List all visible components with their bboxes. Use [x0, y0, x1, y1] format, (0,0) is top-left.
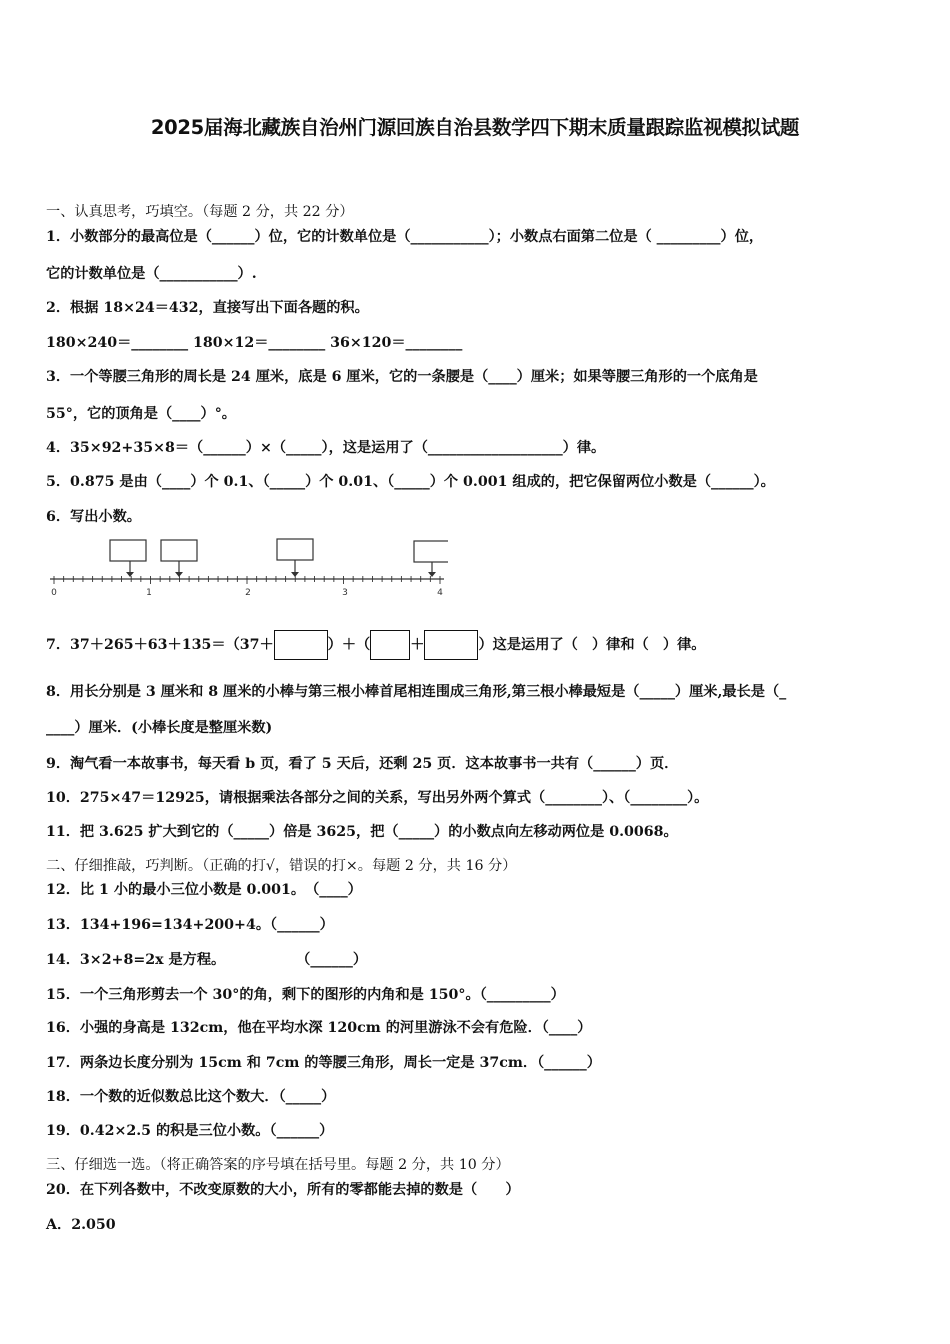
question-12: 12．比 1 小的最小三位小数是 0.001。 （____）	[46, 882, 362, 898]
question-11: 11．把 3.625 扩大到它的（_____）倍是 3625，把（_____）的小数点向左移动两位是 0.0068。	[46, 824, 678, 840]
page-title: 2025届海北藏族自治州门源回族自治县数学四下期末质量跟踪监视模拟试题	[150, 116, 800, 139]
question-2-line-2: 180×240＝________ 180×12＝________ 36×120＝________	[46, 335, 463, 351]
tick-label-0: 0	[51, 588, 57, 598]
question-9: 9．淘气看一本故事书，每天看 b 页，看了 5 天后，还剩 25 页．这本故事书一共有（______）页．	[46, 756, 679, 772]
number-line-figure	[48, 536, 448, 602]
answer-box	[414, 541, 448, 562]
section-1-heading: 一、认真思考，巧填空。（每题 2 分，共 22 分）	[46, 204, 354, 220]
question-5: 5．0.875 是由（____）个 0.1、（_____）个 0.01、（_____）个 0.001 组成的，把它保留两位小数是（______）。	[46, 474, 775, 490]
question-1-line-1: 1．小数部分的最高位是（______）位，它的计数单位是（___________）；小数点右面第二位是（ _________）位，	[46, 229, 764, 245]
question-2-line-1: 2．根据 18×24＝432，直接写出下面各题的积。	[46, 300, 369, 316]
question-7	[46, 628, 705, 662]
q7-blank-box-3[interactable]	[424, 630, 478, 660]
tick-label-3: 3	[342, 588, 348, 598]
question-8-line-1: 8．用长分别是 3 厘米和 8 厘米的小棒与第三根小棒首尾相连围成三角形,第三根小棒最短是（_____）厘米,最长是（_	[46, 684, 787, 700]
question-18: 18．一个数的近似数总比这个数大．（_____）	[46, 1089, 336, 1105]
question-14: 14．3×2+8=2x 是方程。 （______）	[46, 952, 368, 968]
q7-blank-box-2[interactable]	[370, 630, 410, 660]
question-19: 19．0.42×2.5 的积是三位小数。（______）	[46, 1123, 334, 1139]
tick-label-1: 1	[146, 588, 152, 598]
question-13: 13．134+196=134+200+4。（______）	[46, 917, 334, 933]
section-2-heading: 二、仔细推敲，巧判断。（正确的打√，错误的打×。每题 2 分，共 16 分）	[46, 858, 517, 874]
question-20: 20．在下列各数中，不改变原数的大小，所有的零都能去掉的数是（ ）	[46, 1182, 520, 1198]
section-3-heading: 三、仔细选一选。（将正确答案的序号填在括号里。每题 2 分，共 10 分）	[46, 1157, 510, 1173]
question-1-line-2: 它的计数单位是（___________）.	[46, 266, 257, 282]
q7-blank-box-1[interactable]	[274, 630, 328, 660]
question-10: 10．275×47＝12925，请根据乘法各部分之间的关系，写出另外两个算式（________）、（________）。	[46, 790, 709, 806]
question-17: 17．两条边长度分别为 15cm 和 7cm 的等腰三角形，周长一定是 37cm．（______）	[46, 1055, 601, 1071]
answer-box	[277, 539, 313, 560]
q7-part-3: ＋	[410, 637, 425, 653]
answer-box	[161, 540, 197, 561]
q7-part-1: 7．37＋265＋63＋135＝（37＋	[46, 637, 274, 653]
question-6: 6．写出小数。	[46, 509, 141, 525]
question-20-option-a: A．2.050	[46, 1217, 116, 1233]
tick-label-2: 2	[245, 588, 251, 598]
question-8-line-2: ____）厘米．(小棒长度是整厘米数)	[46, 720, 273, 736]
question-4: 4．35×92+35×8＝（______）×（_____），这是运用了（___________________）律。	[46, 440, 606, 456]
question-15: 15．一个三角形剪去一个 30°的角，剩下的图形的内角和是 150°。（_________）	[46, 987, 565, 1003]
question-3-line-1: 3．一个等腰三角形的周长是 24 厘米，底是 6 厘米，它的一条腰是（____）厘米；如果等腰三角形的一个底角是	[46, 369, 758, 385]
answer-box	[110, 540, 146, 561]
q7-part-2: ）＋（	[327, 637, 371, 653]
q7-part-4: ）这是运用了（ ）律和（ ）律。	[478, 637, 706, 653]
tick-label-4: 4	[437, 588, 443, 598]
question-16: 16．小强的身高是 132cm，他在平均水深 120cm 的河里游泳不会有危险．（____）	[46, 1020, 592, 1036]
question-3-line-2: 55°，它的顶角是（____）°。	[46, 406, 236, 422]
